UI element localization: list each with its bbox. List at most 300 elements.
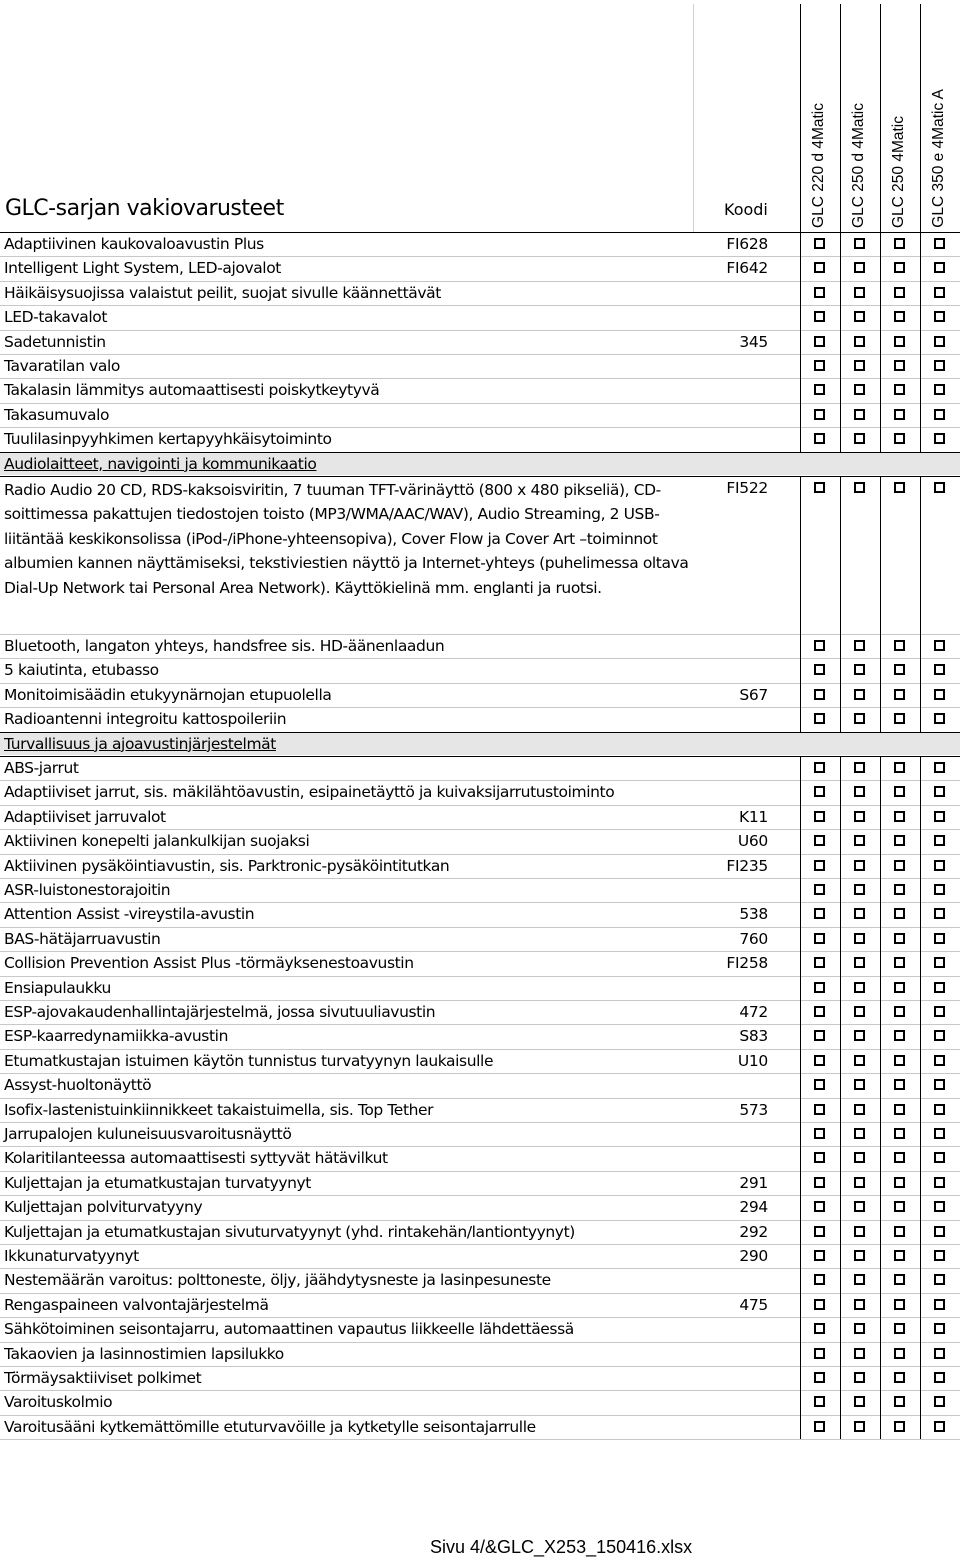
- availability-cell: [880, 854, 920, 878]
- table-row: [0, 683, 960, 707]
- availability-cell: [800, 878, 840, 902]
- availability-cell: [920, 902, 960, 926]
- standard-checkbox-icon: [854, 1348, 865, 1359]
- standard-checkbox-icon: [814, 689, 825, 700]
- availability-cells: [800, 1122, 959, 1146]
- standard-checkbox-icon: [854, 1079, 865, 1090]
- availability-cells: [800, 634, 959, 658]
- standard-checkbox-icon: [934, 1177, 945, 1188]
- option-code: S67: [739, 685, 768, 704]
- availability-cell: [840, 1049, 880, 1073]
- equipment-label: Isofix-lastenistuinkiinnikkeet takaistuimella, sis. Top Tether: [4, 1100, 434, 1119]
- standard-checkbox-icon: [894, 262, 905, 273]
- standard-checkbox-icon: [854, 786, 865, 797]
- availability-cells: [800, 1293, 959, 1317]
- availability-cell: [920, 256, 960, 280]
- availability-cell: [800, 634, 840, 658]
- table-row: [0, 829, 960, 853]
- availability-cell: [880, 1171, 920, 1195]
- standard-checkbox-icon: [894, 908, 905, 919]
- availability-cell: [800, 1049, 840, 1073]
- availability-cell: [920, 1171, 960, 1195]
- standard-checkbox-icon: [814, 360, 825, 371]
- standard-checkbox-icon: [894, 1079, 905, 1090]
- standard-checkbox-icon: [814, 957, 825, 968]
- availability-cells: [800, 658, 959, 682]
- availability-cells: [800, 305, 959, 329]
- standard-checkbox-icon: [854, 262, 865, 273]
- standard-checkbox-icon: [814, 336, 825, 347]
- standard-checkbox-icon: [854, 482, 865, 493]
- availability-cell: [880, 1049, 920, 1073]
- availability-cell: [840, 878, 880, 902]
- availability-cell: [800, 256, 840, 280]
- standard-checkbox-icon: [894, 409, 905, 420]
- standard-checkbox-icon: [854, 360, 865, 371]
- standard-checkbox-icon: [814, 1372, 825, 1383]
- table-row: [0, 378, 960, 402]
- standard-checkbox-icon: [814, 262, 825, 273]
- availability-cell: [800, 1146, 840, 1170]
- standard-checkbox-icon: [894, 433, 905, 444]
- standard-checkbox-icon: [934, 1079, 945, 1090]
- standard-checkbox-icon: [934, 933, 945, 944]
- availability-cells: [800, 476, 959, 634]
- availability-cell: [880, 281, 920, 305]
- equipment-label: Takasumuvalo: [4, 405, 110, 424]
- equipment-label: Bluetooth, langaton yhteys, handsfree sis. HD-äänenlaadun: [4, 637, 445, 655]
- availability-cell: [840, 707, 880, 731]
- availability-cell: [920, 354, 960, 378]
- availability-cells: [800, 256, 959, 280]
- availability-cell: [800, 1366, 840, 1390]
- availability-cell: [840, 305, 880, 329]
- table-row: [0, 476, 960, 634]
- availability-cell: [840, 1268, 880, 1292]
- table-row: [0, 951, 960, 975]
- availability-cell: [800, 378, 840, 402]
- standard-checkbox-icon: [814, 1055, 825, 1066]
- standard-checkbox-icon: [934, 1128, 945, 1139]
- standard-checkbox-icon: [854, 409, 865, 420]
- availability-cell: [920, 1390, 960, 1414]
- availability-cell: [800, 403, 840, 427]
- availability-cell: [920, 476, 960, 634]
- availability-cell: [880, 305, 920, 329]
- standard-checkbox-icon: [894, 1201, 905, 1212]
- availability-cells: [800, 878, 959, 902]
- availability-cell: [840, 330, 880, 354]
- standard-checkbox-icon: [854, 762, 865, 773]
- standard-checkbox-icon: [854, 1250, 865, 1261]
- availability-cell: [880, 403, 920, 427]
- availability-cell: [920, 1146, 960, 1170]
- availability-cell: [880, 1146, 920, 1170]
- standard-checkbox-icon: [894, 640, 905, 651]
- availability-cell: [920, 683, 960, 707]
- availability-cells: [800, 1390, 959, 1414]
- availability-cells: [800, 378, 959, 402]
- equipment-label: Sadetunnistin: [4, 332, 106, 351]
- availability-cells: [800, 902, 959, 926]
- availability-cell: [880, 780, 920, 804]
- availability-cell: [880, 1024, 920, 1048]
- standard-checkbox-icon: [894, 1152, 905, 1163]
- standard-checkbox-icon: [894, 311, 905, 322]
- equipment-label: Takalasin lämmitys automaattisesti poiskytkeytyvä: [4, 381, 380, 400]
- availability-cells: [800, 1049, 959, 1073]
- availability-cell: [800, 1122, 840, 1146]
- availability-cell: [880, 634, 920, 658]
- sheet-header: [0, 0, 960, 232]
- availability-cell: [920, 330, 960, 354]
- availability-cell: [920, 1293, 960, 1317]
- availability-cell: [800, 1171, 840, 1195]
- availability-cell: [920, 854, 960, 878]
- availability-cell: [840, 1244, 880, 1268]
- table-row: [0, 634, 960, 658]
- availability-cell: [880, 1122, 920, 1146]
- availability-cell: [840, 1024, 880, 1048]
- availability-cell: [880, 976, 920, 1000]
- equipment-label: Kuljettajan polviturvatyyny: [4, 1198, 203, 1217]
- availability-cell: [840, 1122, 880, 1146]
- availability-cells: [800, 976, 959, 1000]
- availability-cell: [880, 683, 920, 707]
- option-code: FI628: [726, 235, 768, 253]
- availability-cell: [800, 902, 840, 926]
- standard-checkbox-icon: [854, 287, 865, 298]
- standard-checkbox-icon: [814, 1274, 825, 1285]
- standard-checkbox-icon: [894, 1396, 905, 1407]
- standard-checkbox-icon: [854, 1006, 865, 1017]
- page-footer: Sivu 4/&GLC_X253_150416.xlsx: [430, 1537, 693, 1557]
- equipment-label: Aktiivinen pysäköintiavustin, sis. Parktronic-pysäköintitutkan: [4, 856, 450, 875]
- availability-cell: [800, 476, 840, 634]
- standard-checkbox-icon: [814, 1421, 825, 1432]
- availability-cell: [840, 658, 880, 682]
- availability-cell: [800, 854, 840, 878]
- standard-checkbox-icon: [894, 384, 905, 395]
- availability-cell: [920, 1220, 960, 1244]
- table-row: [0, 427, 960, 451]
- standard-checkbox-icon: [854, 1323, 865, 1334]
- standard-checkbox-icon: [814, 1250, 825, 1261]
- table-row: [0, 232, 960, 256]
- standard-checkbox-icon: [854, 1421, 865, 1432]
- availability-cell: [920, 1342, 960, 1366]
- standard-checkbox-icon: [934, 1006, 945, 1017]
- option-code: 538: [739, 905, 768, 924]
- standard-checkbox-icon: [814, 908, 825, 919]
- availability-cell: [840, 476, 880, 634]
- standard-checkbox-icon: [934, 762, 945, 773]
- option-code: FI258: [726, 954, 768, 973]
- equipment-label: Tavaratilan valo: [4, 357, 120, 375]
- availability-cell: [800, 1342, 840, 1366]
- standard-checkbox-icon: [894, 1128, 905, 1139]
- standard-checkbox-icon: [854, 336, 865, 347]
- standard-checkbox-icon: [894, 1274, 905, 1285]
- standard-checkbox-icon: [814, 1104, 825, 1115]
- equipment-label: Collision Prevention Assist Plus -törmäyksenestoavustin: [4, 954, 414, 973]
- standard-checkbox-icon: [814, 1323, 825, 1334]
- standard-checkbox-icon: [934, 311, 945, 322]
- standard-checkbox-icon: [934, 238, 945, 249]
- standard-checkbox-icon: [934, 908, 945, 919]
- table-row: [0, 1415, 960, 1439]
- standard-checkbox-icon: [894, 860, 905, 871]
- equipment-label: Radio Audio 20 CD, RDS-kaksoisviritin, 7 tuuman TFT-värinäyttö (800 x 480 pikseliä), CD-soittimessa pakattujen tiedostojen toisto (MP3/WMA/AAC/WAV), Audio Streaming, 2 USB-liitäntää keskikonsolissa (iPod-/iPhone-yhteensopiva), Cover Flow ja Cover Art –toiminnot albumien kannen näyttämiseksi, tekstiviestien näyttö ja Internet-yhteys (puhelimessa oltava Dial-Up Network tai Personal Area Network). Käyttökielinä mm. englanti ja ruotsi.: [4, 481, 689, 597]
- standard-checkbox-icon: [814, 1152, 825, 1163]
- standard-checkbox-icon: [894, 982, 905, 993]
- equipment-label: Attention Assist -vireystila-avustin: [4, 905, 255, 924]
- availability-cell: [840, 854, 880, 878]
- standard-checkbox-icon: [854, 957, 865, 968]
- standard-checkbox-icon: [814, 1006, 825, 1017]
- option-code: 294: [739, 1198, 768, 1217]
- equipment-label: Intelligent Light System, LED-ajovalot: [4, 259, 281, 278]
- availability-cell: [840, 1171, 880, 1195]
- availability-cell: [800, 756, 840, 780]
- availability-cells: [800, 707, 959, 731]
- standard-checkbox-icon: [894, 1055, 905, 1066]
- availability-cell: [920, 1098, 960, 1122]
- standard-checkbox-icon: [814, 384, 825, 395]
- standard-checkbox-icon: [854, 713, 865, 724]
- table-row: [0, 1171, 960, 1195]
- option-code: 291: [739, 1173, 768, 1192]
- availability-cells: [800, 1415, 959, 1439]
- availability-cell: [840, 1195, 880, 1219]
- standard-checkbox-icon: [894, 689, 905, 700]
- standard-checkbox-icon: [934, 1396, 945, 1407]
- standard-checkbox-icon: [854, 1104, 865, 1115]
- table-row: [0, 1098, 960, 1122]
- availability-cell: [840, 427, 880, 451]
- availability-cells: [800, 1098, 959, 1122]
- standard-checkbox-icon: [894, 1006, 905, 1017]
- availability-cells: [800, 927, 959, 951]
- standard-checkbox-icon: [854, 860, 865, 871]
- table-row: [0, 1244, 960, 1268]
- option-code: 573: [739, 1100, 768, 1119]
- option-code: FI642: [726, 259, 768, 278]
- availability-cell: [880, 756, 920, 780]
- availability-cell: [840, 1366, 880, 1390]
- standard-checkbox-icon: [814, 1348, 825, 1359]
- standard-checkbox-icon: [934, 1201, 945, 1212]
- standard-checkbox-icon: [894, 1226, 905, 1237]
- standard-checkbox-icon: [934, 409, 945, 420]
- availability-cells: [800, 1000, 959, 1024]
- availability-cell: [880, 805, 920, 829]
- availability-cell: [880, 658, 920, 682]
- standard-checkbox-icon: [934, 1104, 945, 1115]
- availability-cell: [840, 805, 880, 829]
- equipment-label: ESP-ajovakaudenhallintajärjestelmä, jossa sivutuuliavustin: [4, 1003, 436, 1021]
- standard-checkbox-icon: [814, 640, 825, 651]
- standard-checkbox-icon: [854, 1128, 865, 1139]
- availability-cell: [880, 476, 920, 634]
- availability-cells: [800, 1342, 959, 1366]
- standard-checkbox-icon: [894, 933, 905, 944]
- standard-checkbox-icon: [934, 1348, 945, 1359]
- availability-cells: [800, 1024, 959, 1048]
- equipment-label: Varoitusääni kytkemättömille etuturvavöille ja kytketylle seisontajarrulle: [4, 1417, 536, 1436]
- standard-checkbox-icon: [934, 640, 945, 651]
- standard-checkbox-icon: [854, 1372, 865, 1383]
- availability-cells: [800, 232, 959, 256]
- model-column-header: [880, 4, 920, 232]
- standard-checkbox-icon: [934, 360, 945, 371]
- availability-cell: [840, 1146, 880, 1170]
- standard-checkbox-icon: [894, 713, 905, 724]
- availability-cell: [840, 976, 880, 1000]
- availability-cell: [880, 1000, 920, 1024]
- availability-cell: [800, 927, 840, 951]
- availability-cell: [840, 256, 880, 280]
- availability-cell: [880, 1098, 920, 1122]
- availability-cell: [920, 1415, 960, 1439]
- equipment-label: 5 kaiutinta, etubasso: [4, 661, 159, 680]
- availability-cell: [800, 1220, 840, 1244]
- standard-checkbox-icon: [814, 238, 825, 249]
- option-code: U10: [737, 1051, 768, 1070]
- standard-checkbox-icon: [814, 860, 825, 871]
- option-code: S83: [739, 1027, 768, 1046]
- table-row: [0, 403, 960, 427]
- equipment-label: ASR-luistonestorajoitin: [4, 881, 171, 899]
- model-column-header: [800, 4, 840, 232]
- table-row: [0, 1220, 960, 1244]
- availability-cell: [800, 281, 840, 305]
- availability-cell: [880, 1366, 920, 1390]
- equipment-label: Takaovien ja lasinnostimien lapsilukko: [4, 1344, 284, 1363]
- table-row: [0, 1342, 960, 1366]
- standard-checkbox-icon: [934, 982, 945, 993]
- availability-cell: [880, 951, 920, 975]
- availability-cell: [920, 658, 960, 682]
- availability-cell: [920, 878, 960, 902]
- availability-cell: [920, 756, 960, 780]
- standard-checkbox-icon: [854, 811, 865, 822]
- availability-cell: [880, 1195, 920, 1219]
- table-row: [0, 1000, 960, 1024]
- availability-cell: [800, 1268, 840, 1292]
- code-column-header: Koodi: [724, 200, 768, 219]
- table-row: [0, 1195, 960, 1219]
- standard-checkbox-icon: [894, 1348, 905, 1359]
- availability-cell: [920, 1073, 960, 1097]
- standard-checkbox-icon: [934, 835, 945, 846]
- standard-checkbox-icon: [854, 238, 865, 249]
- table-row: [0, 1366, 960, 1390]
- table-row: [0, 658, 960, 682]
- standard-checkbox-icon: [934, 287, 945, 298]
- standard-checkbox-icon: [894, 1299, 905, 1310]
- table-row: [0, 1317, 960, 1341]
- standard-checkbox-icon: [814, 1030, 825, 1041]
- standard-checkbox-icon: [854, 1299, 865, 1310]
- availability-cells: [800, 805, 959, 829]
- standard-checkbox-icon: [854, 933, 865, 944]
- option-code: 292: [739, 1222, 768, 1241]
- availability-cell: [800, 707, 840, 731]
- standard-checkbox-icon: [854, 982, 865, 993]
- availability-cell: [880, 1268, 920, 1292]
- table-row: [0, 1146, 960, 1170]
- standard-checkbox-icon: [894, 835, 905, 846]
- standard-checkbox-icon: [814, 1201, 825, 1212]
- table-row: [0, 878, 960, 902]
- availability-cell: [880, 1220, 920, 1244]
- standard-checkbox-icon: [814, 433, 825, 444]
- standard-checkbox-icon: [814, 762, 825, 773]
- availability-cell: [800, 1317, 840, 1341]
- standard-checkbox-icon: [814, 409, 825, 420]
- standard-checkbox-icon: [894, 1104, 905, 1115]
- availability-cells: [800, 1146, 959, 1170]
- availability-cell: [840, 378, 880, 402]
- equipment-label: Adaptiiviset jarrut, sis. mäkilähtöavustin, esipainetäyttö ja kuivaksijarrutustoiminto: [4, 783, 615, 802]
- availability-cell: [880, 1390, 920, 1414]
- availability-cell: [840, 232, 880, 256]
- availability-cell: [800, 683, 840, 707]
- availability-cell: [840, 1293, 880, 1317]
- standard-checkbox-icon: [894, 811, 905, 822]
- standard-checkbox-icon: [854, 835, 865, 846]
- option-code: 472: [739, 1003, 768, 1021]
- table-row: [0, 805, 960, 829]
- standard-checkbox-icon: [814, 1079, 825, 1090]
- standard-checkbox-icon: [934, 482, 945, 493]
- equipment-label: Sähkötoiminen seisontajarru, automaattinen vapautus liikkeelle lähdettäessä: [4, 1320, 574, 1339]
- standard-checkbox-icon: [934, 1152, 945, 1163]
- availability-cell: [920, 378, 960, 402]
- table-row: [0, 1293, 960, 1317]
- availability-cell: [920, 1317, 960, 1341]
- availability-cell: [880, 1317, 920, 1341]
- standard-checkbox-icon: [854, 311, 865, 322]
- table-row: [0, 976, 960, 1000]
- availability-cell: [840, 756, 880, 780]
- standard-checkbox-icon: [894, 884, 905, 895]
- model-name: GLC 220 d 4Matic: [810, 103, 827, 228]
- availability-cell: [920, 829, 960, 853]
- availability-cell: [920, 305, 960, 329]
- availability-cell: [920, 927, 960, 951]
- standard-checkbox-icon: [894, 1372, 905, 1383]
- standard-checkbox-icon: [934, 664, 945, 675]
- standard-checkbox-icon: [934, 1372, 945, 1383]
- standard-checkbox-icon: [854, 1274, 865, 1285]
- availability-cells: [800, 354, 959, 378]
- table-row: [0, 756, 960, 780]
- availability-cell: [920, 281, 960, 305]
- availability-cell: [920, 1244, 960, 1268]
- availability-cell: [880, 378, 920, 402]
- availability-cell: [840, 780, 880, 804]
- availability-cell: [840, 281, 880, 305]
- availability-cell: [800, 1415, 840, 1439]
- standard-checkbox-icon: [854, 433, 865, 444]
- option-code: U60: [737, 832, 768, 851]
- equipment-label: ESP-kaarredynamiikka-avustin: [4, 1027, 228, 1046]
- standard-checkbox-icon: [934, 433, 945, 444]
- option-code: 345: [739, 332, 768, 351]
- availability-cell: [800, 427, 840, 451]
